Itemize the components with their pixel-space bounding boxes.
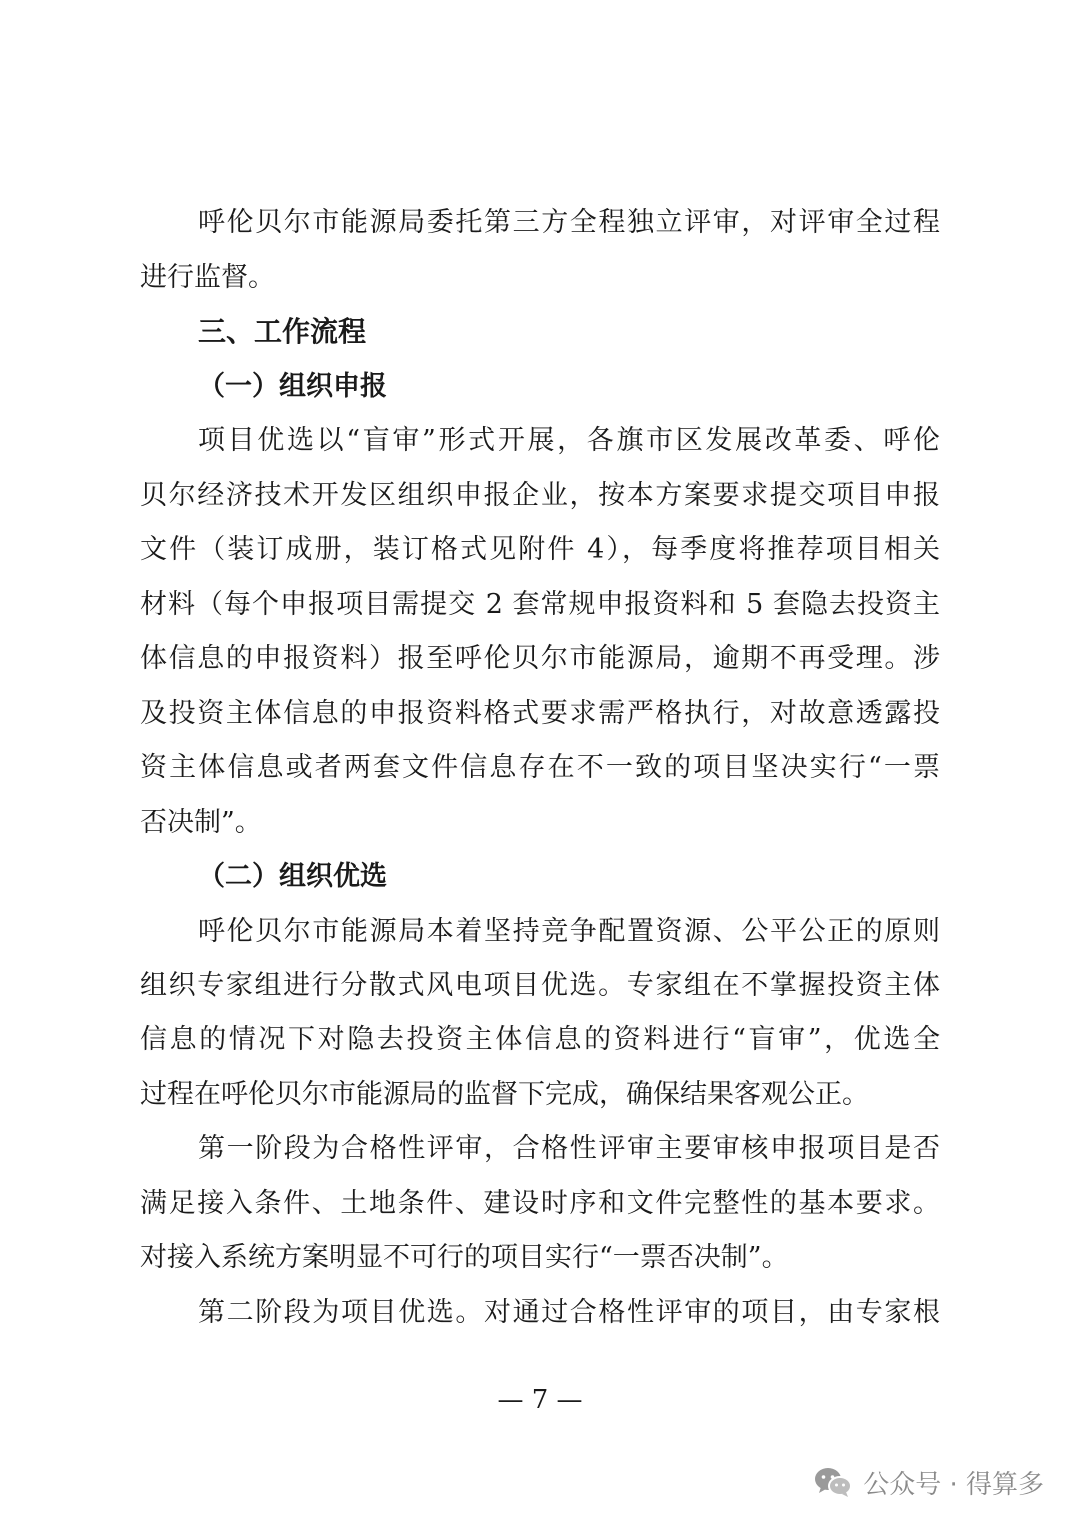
wechat-watermark bbox=[813, 1462, 1044, 1502]
paragraph-line: 文件（装订成册，装订格式见附件 4），每季度将推荐项目相关 bbox=[140, 534, 940, 565]
paragraph-line: 进行监督。 bbox=[140, 262, 275, 293]
paragraph-line: 项目优选以“盲审”形式开展，各旗市区发展改革委、呼伦 bbox=[198, 425, 940, 456]
paragraph-line: 呼伦贝尔市能源局委托第三方全程独立评审，对评审全过程 bbox=[198, 207, 940, 238]
subheading-organize-application: （一）组织申报 bbox=[198, 371, 387, 402]
wechat-icon bbox=[813, 1465, 853, 1499]
paragraph-line: 呼伦贝尔市能源局本着坚持竞争配置资源、公平公正的原则 bbox=[198, 916, 940, 947]
paragraph-line: 满足接入条件、土地条件、建设时序和文件完整性的基本要求。 bbox=[140, 1188, 940, 1219]
paragraph-line: 材料（每个申报项目需提交 2 套常规申报资料和 5 套隐去投资主 bbox=[140, 589, 940, 620]
page-number: — 7 — bbox=[497, 1385, 583, 1415]
paragraph-line: 体信息的申报资料）报至呼伦贝尔市能源局，逾期不再受理。涉 bbox=[140, 643, 940, 674]
paragraph-line: 否决制”。 bbox=[140, 807, 262, 838]
section-heading: 三、工作流程 bbox=[198, 315, 367, 348]
paragraph-line: 及投资主体信息的申报资料格式要求需严格执行，对故意透露投 bbox=[140, 698, 940, 729]
paragraph-line: 对接入系统方案明显不可行的项目实行“一票否决制”。 bbox=[140, 1242, 789, 1273]
paragraph-line: 第二阶段为项目优选。对通过合格性评审的项目，由专家根 bbox=[198, 1297, 940, 1328]
paragraph-line: 第一阶段为合格性评审，合格性评审主要审核申报项目是否 bbox=[198, 1133, 940, 1164]
watermark-text: 公众号 · 得算多 bbox=[863, 1469, 1044, 1500]
paragraph-line: 过程在呼伦贝尔市能源局的监督下完成，确保结果客观公正。 bbox=[140, 1079, 869, 1110]
paragraph-line: 组织专家组进行分散式风电项目优选。专家组在不掌握投资主体 bbox=[140, 970, 940, 1001]
paragraph-line: 贝尔经济技术开发区组织申报企业，按本方案要求提交项目申报 bbox=[140, 480, 940, 511]
subheading-organize-selection: （二）组织优选 bbox=[198, 861, 387, 892]
paragraph-line: 资主体信息或者两套文件信息存在不一致的项目坚决实行“一票 bbox=[140, 752, 940, 783]
paragraph-line: 信息的情况下对隐去投资主体信息的资料进行“盲审”，优选全 bbox=[140, 1024, 940, 1055]
